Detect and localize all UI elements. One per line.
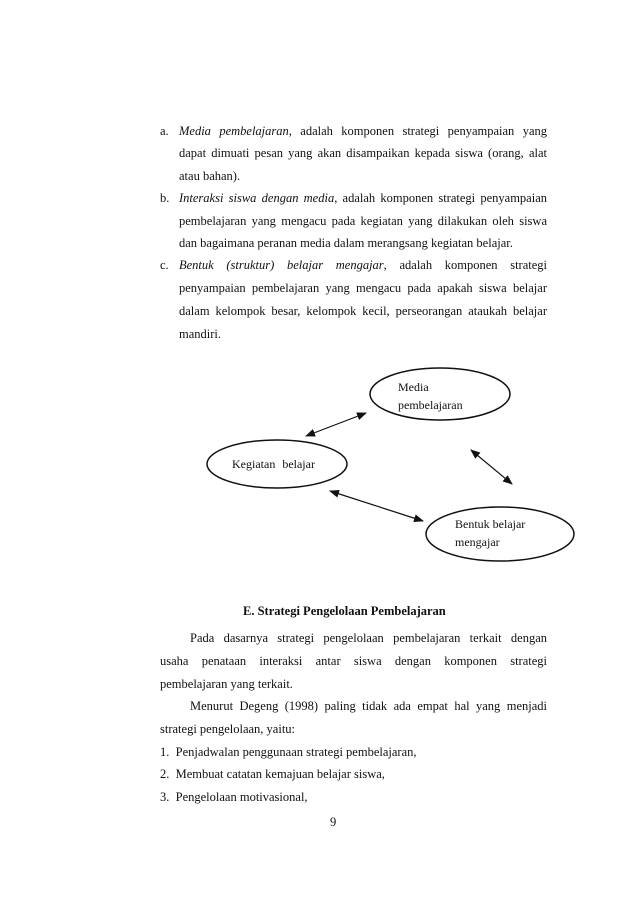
node-media-line2: pembelajaran [398, 398, 463, 412]
numbered-item-2 [160, 767, 385, 782]
section-heading: E. Strategi Pengelolaan Pembelajaran [243, 604, 446, 618]
numbered-item-1-text: Penjadwalan penggunaan strategi pembelajaran, [175, 745, 417, 759]
numbered-item-2-text: Membuat catatan kemajuan belajar siswa, [175, 767, 385, 781]
list-item-a-marker: a. [160, 124, 169, 138]
numbered-item-1-marker: 1. [160, 745, 170, 759]
node-bentuk-line1: Bentuk belajar [455, 517, 526, 531]
list-item-b-line2: pembelajaran yang mengacu pada kegiatan yang dilakukan oleh siswa [179, 214, 547, 228]
numbered-item-3-text: Pengelolaan motivasional, [175, 790, 308, 804]
list-item-a-line3: atau bahan). [179, 169, 241, 183]
list-item-c-line3: dalam kelompok besar, kelompok kecil, perseorangan ataukah belajar [179, 304, 547, 318]
node-media-line1: Media [398, 380, 429, 394]
paragraph1-line2: usaha penataan interaksi antar siswa dengan komponen strategi [160, 654, 547, 668]
list-item-a-rest: , adalah komponen strategi penyampaian yang [288, 124, 547, 138]
list-item-a-line2: dapat dimuati pesan yang akan disampaikan kepada siswa (orang, alat [179, 146, 547, 160]
numbered-item-1 [160, 745, 417, 760]
list-item-c-term: Bentuk (struktur) belajar mengajar [179, 258, 384, 272]
numbered-item-3 [160, 790, 308, 805]
list-item-b-line3: dan bagaimana peranan media dalam merangsang kegiatan belajar. [179, 236, 513, 250]
arrow-media-bentuk [471, 450, 512, 484]
numbered-item-2-marker: 2. [160, 767, 170, 781]
list-item-b-marker: b. [160, 191, 170, 205]
list-item-c-line4: mandiri. [179, 327, 222, 341]
node-kegiatan-label: Kegiatan belajar [232, 457, 315, 471]
paragraph2-line2: strategi pengelolaan, yaitu: [160, 722, 296, 736]
list-item-c-marker: c. [160, 258, 169, 272]
node-bentuk-label [455, 515, 525, 551]
paragraph2-line1: Menurut Degeng (1998) paling tidak ada empat hal yang menjadi [190, 699, 547, 713]
paragraph1-line1: Pada dasarnya strategi pengelolaan pembelajaran terkait dengan [190, 631, 547, 645]
list-item-c-line2: penyampaian pembelajaran yang mengacu pada apakah siswa belajar [179, 281, 547, 295]
node-bentuk-line2: mengajar [455, 535, 500, 549]
arrow-media-kegiatan [306, 413, 366, 436]
arrow-kegiatan-bentuk [330, 491, 423, 521]
list-item-b-term: Interaksi siswa dengan media [179, 191, 335, 205]
node-media-label [398, 378, 463, 414]
page-number: 9 [330, 815, 337, 829]
paragraph1-line3: pembelajaran yang terkait. [160, 677, 293, 691]
numbered-item-3-marker: 3. [160, 790, 170, 804]
list-item-b-rest: , adalah komponen strategi penyampaian [334, 191, 547, 205]
list-item-a-term: Media pembelajaran [179, 124, 289, 138]
list-item-c-rest: , adalah komponen strategi [383, 258, 548, 272]
